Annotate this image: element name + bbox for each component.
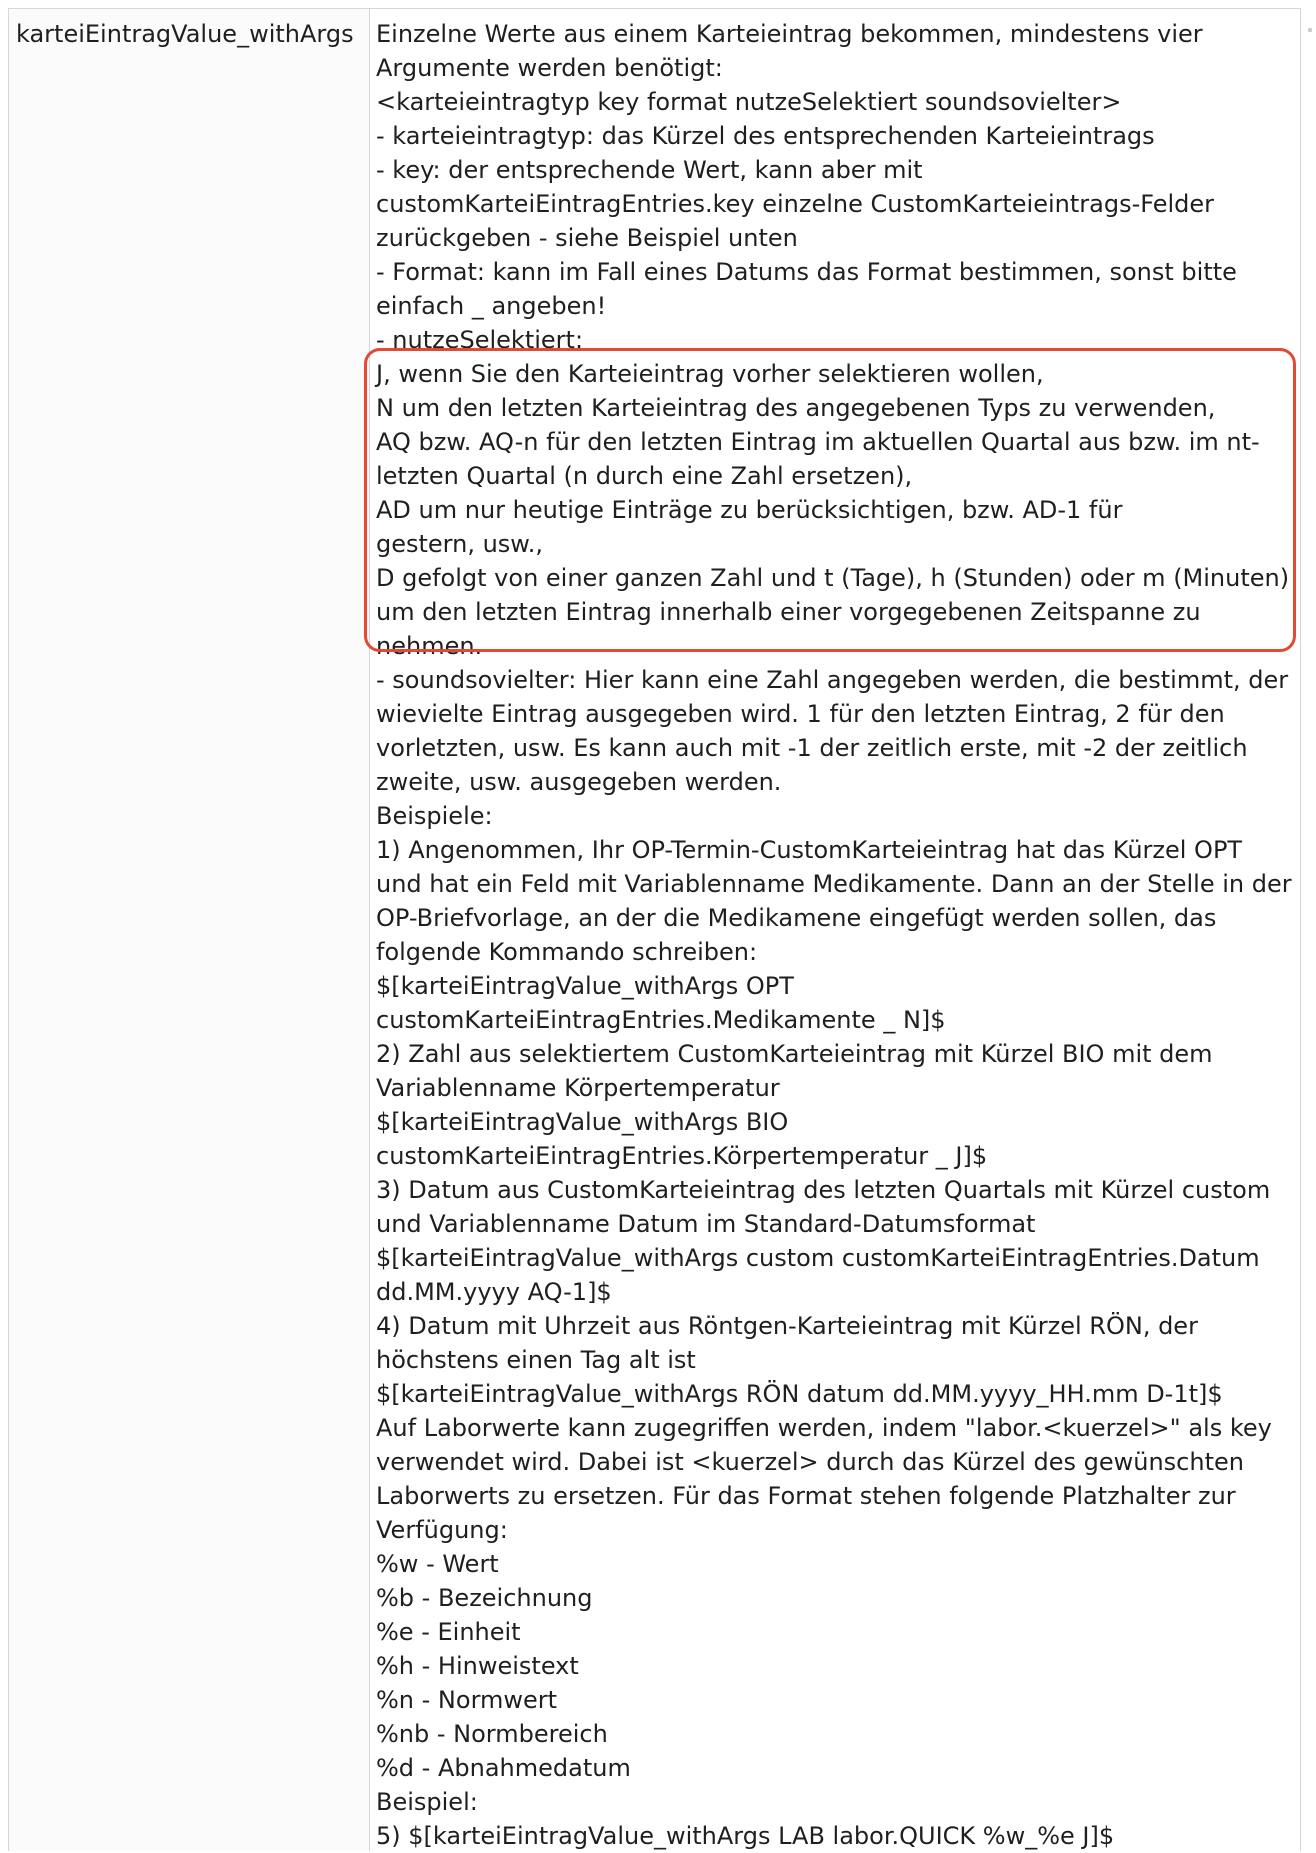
description-line: %d - Abnahmedatum: [376, 1754, 631, 1782]
description-line: Variablenname Körpertemperatur: [376, 1074, 780, 1102]
description-line: Beispiele:: [376, 802, 493, 830]
scrollbar-indicator[interactable]: [1308, 28, 1312, 32]
description-line: 2) Zahl aus selektiertem CustomKarteieintrag mit Kürzel BIO mit dem: [376, 1040, 1213, 1068]
description-line: 4) Datum mit Uhrzeit aus Röntgen-Karteieintrag mit Kürzel RÖN, der: [376, 1312, 1198, 1340]
description-line: einfach _ angeben!: [376, 292, 607, 320]
description-line: N um den letzten Karteieintrag des angegebenen Typs zu verwenden,: [376, 394, 1216, 422]
function-description: [376, 17, 1301, 1853]
description-line: zweite, usw. ausgegeben werden.: [376, 768, 782, 796]
description-line: Laborwerts zu ersetzen. Für das Format stehen folgende Platzhalter zur: [376, 1482, 1236, 1510]
function-description-cell: [370, 9, 1301, 1851]
function-table: [8, 8, 1301, 1851]
description-line: letzten Quartal (n durch eine Zahl ersetzen),: [376, 462, 913, 490]
description-line: - nutzeSelektiert:: [376, 326, 584, 354]
description-line: <karteieintragtyp key format nutzeSelektiert soundsovielter>: [376, 88, 1122, 116]
description-line: %h - Hinweistext: [376, 1652, 579, 1680]
description-line: $[karteiEintragValue_withArgs custom customKarteiEintragEntries.Datum: [376, 1244, 1260, 1272]
description-line: zurückgeben - siehe Beispiel unten: [376, 224, 798, 252]
description-line: vorletzten, usw. Es kann auch mit -1 der zeitlich erste, mit -2 der zeitlich: [376, 734, 1248, 762]
description-line: AQ bzw. AQ-n für den letzten Eintrag im aktuellen Quartal aus bzw. im nt-: [376, 428, 1260, 456]
description-line: customKarteiEintragEntries.Medikamente _ N]$: [376, 1006, 946, 1034]
description-line: höchstens einen Tag alt ist: [376, 1346, 696, 1374]
description-line: customKarteiEintragEntries.key einzelne CustomKarteieintrags-Felder: [376, 190, 1215, 218]
description-line: D gefolgt von einer ganzen Zahl und t (Tage), h (Stunden) oder m (Minuten): [376, 564, 1290, 592]
description-line: Beispiel:: [376, 1788, 478, 1816]
description-line: OP-Briefvorlage, an der die Medikamene eingefügt werden sollen, das: [376, 904, 1217, 932]
description-line: um den letzten Eintrag innerhalb einer vorgegebenen Zeitspanne zu: [376, 598, 1201, 626]
description-line: 5) $[karteiEintragValue_withArgs LAB labor.QUICK %w_%e J]$: [376, 1822, 1115, 1850]
description-line: verwendet wird. Dabei ist <kuerzel> durch das Kürzel des gewünschten: [376, 1448, 1244, 1476]
description-line: und Variablenname Datum im Standard-Datumsformat: [376, 1210, 1036, 1238]
description-line: %e - Einheit: [376, 1618, 521, 1646]
description-line: 3) Datum aus CustomKarteieintrag des letzten Quartals mit Kürzel custom: [376, 1176, 1271, 1204]
description-line: %n - Normwert: [376, 1686, 558, 1714]
description-line: Auf Laborwerte kann zugegriffen werden, indem "labor.<kuerzel>" als key: [376, 1414, 1272, 1442]
function-name: karteiEintragValue_withArgs: [16, 20, 354, 48]
description-line: - soundsovielter: Hier kann eine Zahl angegeben werden, die bestimmt, der: [376, 666, 1289, 694]
description-line: dd.MM.yyyy AQ-1]$: [376, 1278, 612, 1306]
description-line: J, wenn Sie den Karteieintrag vorher selektieren wollen,: [376, 360, 1044, 388]
description-line: 1) Angenommen, Ihr OP-Termin-CustomKarteieintrag hat das Kürzel OPT: [376, 836, 1243, 864]
description-line: AD um nur heutige Einträge zu berücksichtigen, bzw. AD-1 für: [376, 496, 1123, 524]
description-line: %b - Bezeichnung: [376, 1584, 593, 1612]
description-line: Argumente werden benötigt:: [376, 54, 723, 82]
description-line: customKarteiEintragEntries.Körpertemperatur _ J]$: [376, 1142, 988, 1170]
description-line: - key: der entsprechende Wert, kann aber mit: [376, 156, 923, 184]
description-line: $[karteiEintragValue_withArgs OPT: [376, 972, 794, 1000]
description-line: Verfügung:: [376, 1516, 508, 1544]
description-line: wievielte Eintrag ausgegeben wird. 1 für den letzten Eintrag, 2 für den: [376, 700, 1225, 728]
description-line: - karteieintragtyp: das Kürzel des entsprechenden Karteieintrags: [376, 122, 1155, 150]
description-line: und hat ein Feld mit Variablenname Medikamente. Dann an der Stelle in der: [376, 870, 1292, 898]
description-line: gestern, usw.,: [376, 530, 543, 558]
description-line: nehmen.: [376, 632, 483, 660]
function-name-cell: [9, 9, 370, 1851]
description-line: $[karteiEintragValue_withArgs RÖN datum dd.MM.yyyy_HH.mm D-1t]$: [376, 1380, 1223, 1408]
description-line: %nb - Normbereich: [376, 1720, 608, 1748]
description-line: %w - Wert: [376, 1550, 499, 1578]
description-line: - Format: kann im Fall eines Datums das Format bestimmen, sonst bitte: [376, 258, 1237, 286]
description-line: Einzelne Werte aus einem Karteieintrag bekommen, mindestens vier: [376, 20, 1203, 48]
description-line: folgende Kommando schreiben:: [376, 938, 758, 966]
description-line: $[karteiEintragValue_withArgs BIO: [376, 1108, 789, 1136]
